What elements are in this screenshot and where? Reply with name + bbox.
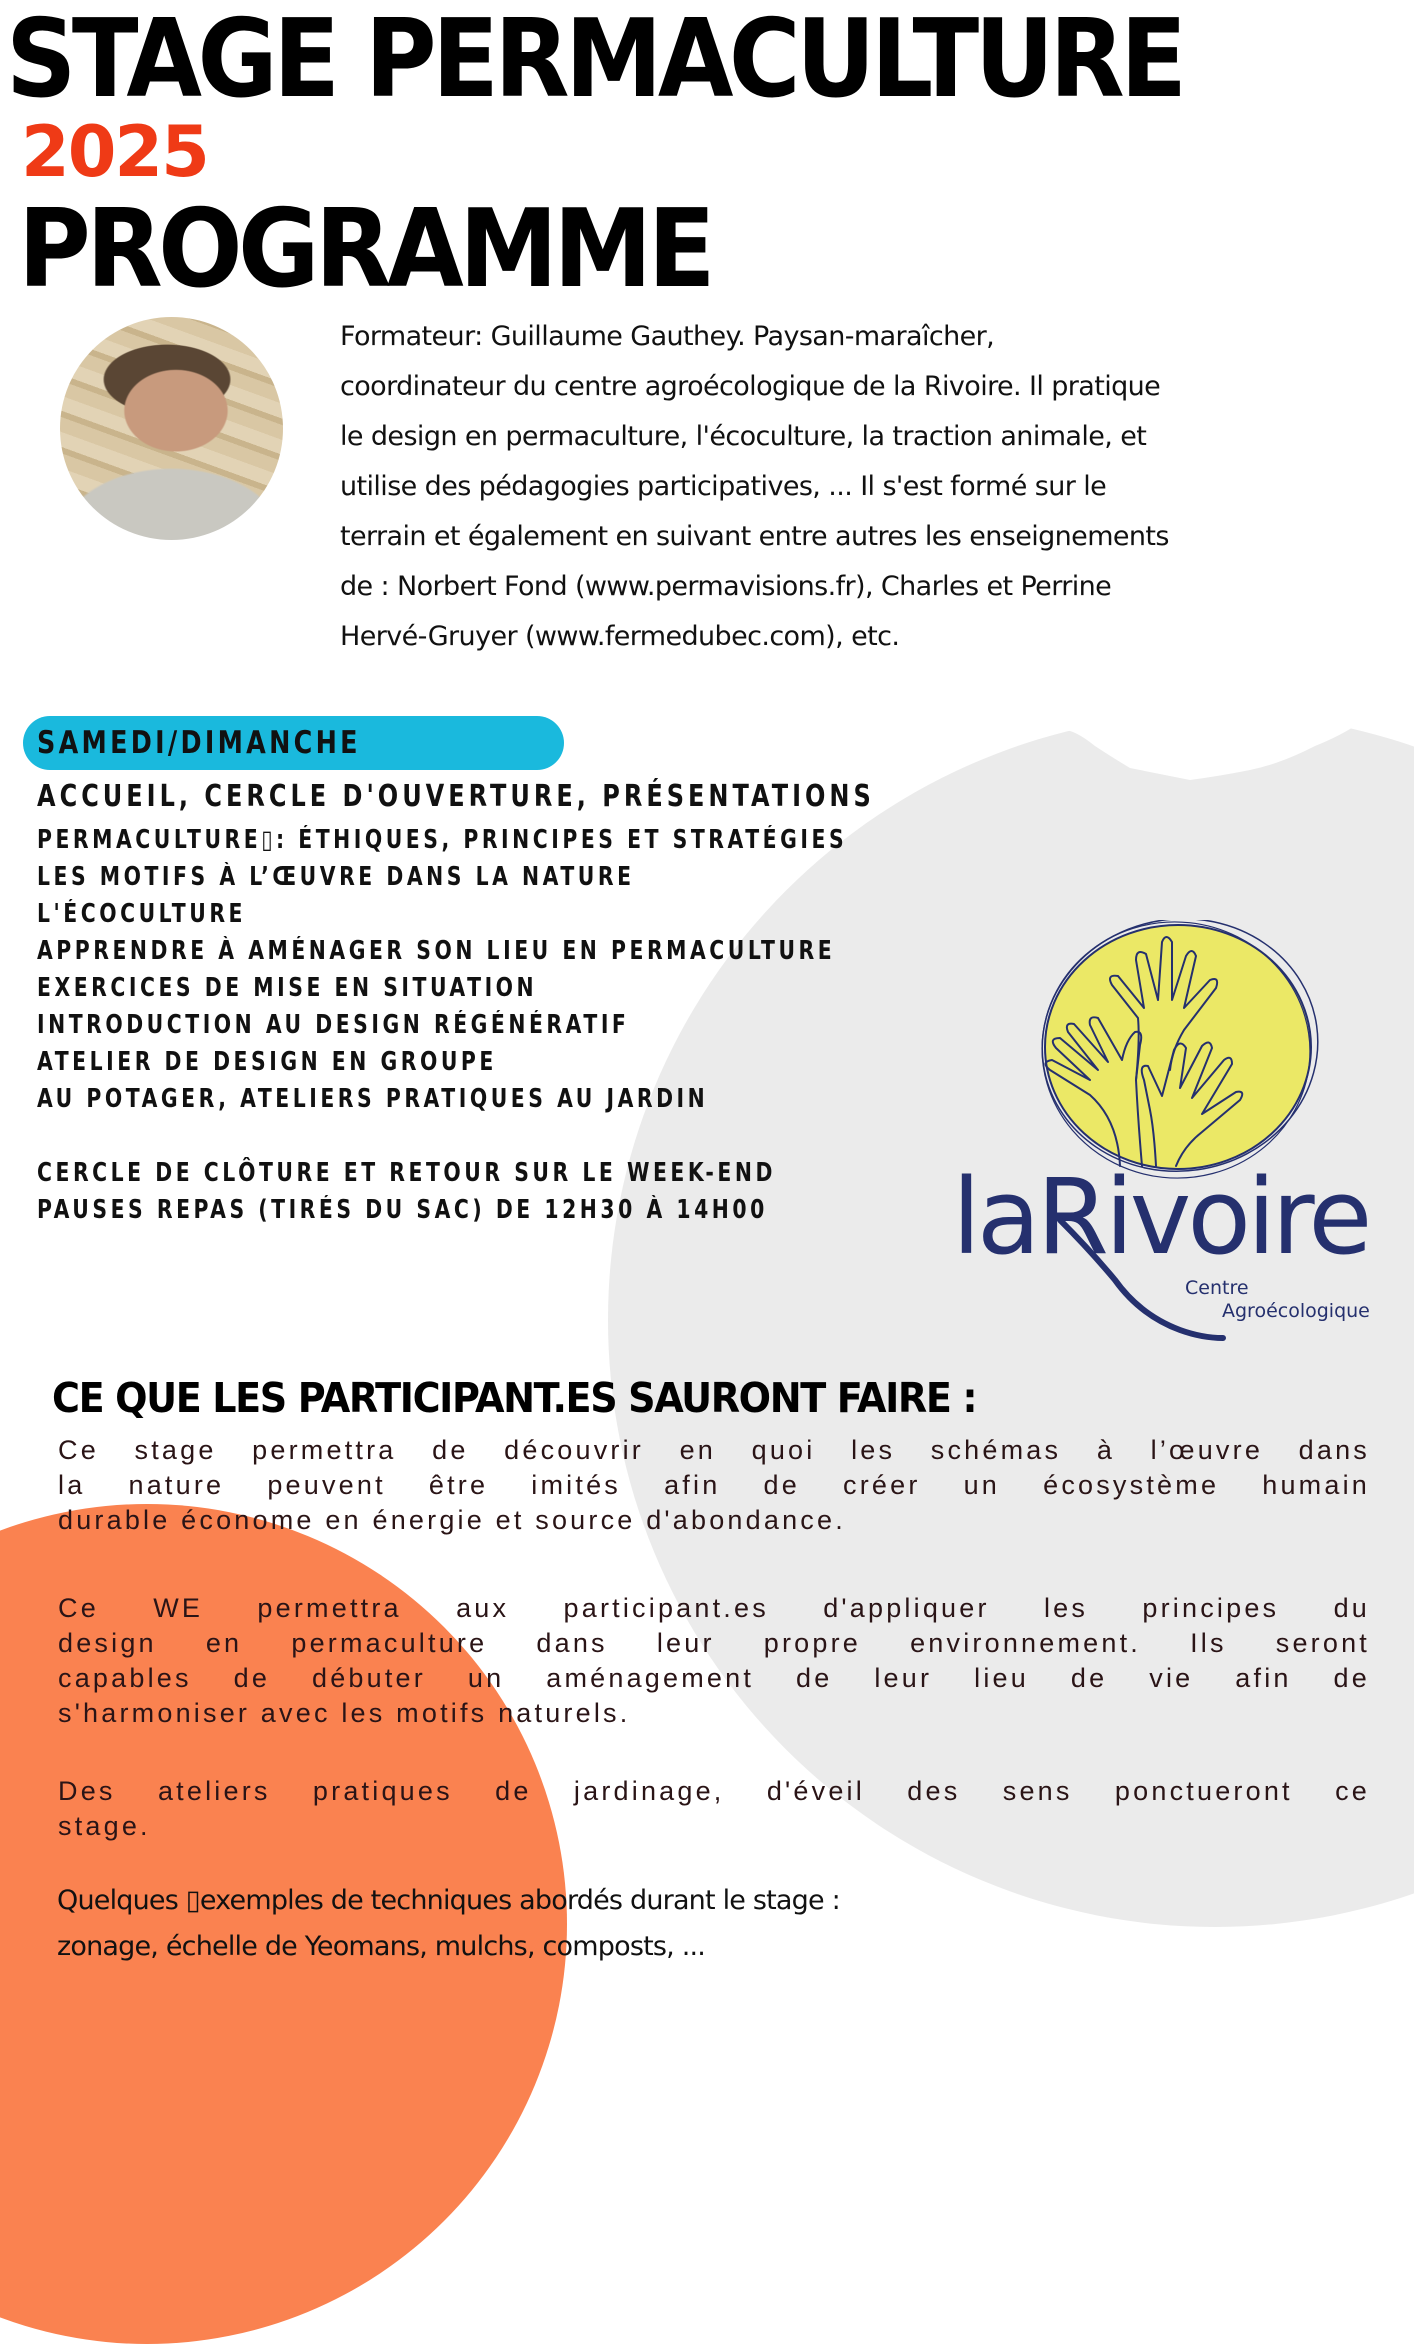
- bio-line: utilise des pédagogies participatives, ... Il s'est formé sur le: [340, 471, 1107, 502]
- program-item: PERMACULTURE▯: ÉTHIQUES, PRINCIPES ET STRATÉGIES: [37, 825, 848, 855]
- bio-line: coordinateur du centre agroécologique de la Rivoire. Il pratique: [340, 371, 1161, 402]
- logo-tagline-centre: Centre: [1185, 1277, 1249, 1299]
- trainer-bio: [340, 312, 1400, 662]
- logo-wordmark: laRivoire: [952, 1156, 1369, 1278]
- bio-line: de : Norbert Fond (www.permavisions.fr), Charles et Perrine: [340, 571, 1112, 602]
- program-item: AU POTAGER, ATELIERS PRATIQUES AU JARDIN: [37, 1084, 709, 1114]
- bio-line: le design en permaculture, l'écoculture, la traction animale, et: [340, 421, 1147, 452]
- trainer-photo: [60, 317, 283, 540]
- program-item-closing: CERCLE DE CLÔTURE ET RETOUR SUR LE WEEK-END: [37, 1158, 776, 1188]
- day-badge-label: SAMEDI/DIMANCHE: [37, 725, 361, 761]
- program-item-meals: PAUSES REPAS (TIRÉS DU SAC) DE 12H30 À 14H00: [37, 1195, 768, 1225]
- programme-heading: PROGRAMME: [18, 187, 711, 312]
- outcomes-paragraph-3: [58, 1774, 1370, 1844]
- examples-intro: Quelques ▯exemples de techniques abordés durant le stage :: [57, 1885, 840, 1916]
- year-label: 2025: [21, 111, 208, 193]
- hands-circle-icon: [1026, 920, 1334, 1191]
- paragraph-line: stage.: [58, 1811, 151, 1841]
- day-badge: [23, 716, 564, 770]
- logo-tagline-agroecologique: Agroécologique: [1222, 1300, 1370, 1322]
- paragraph-line: Ce WE permettra aux participant.es d'appliquer les principes du: [58, 1593, 1370, 1623]
- bio-line: Formateur: Guillaume Gauthey. Paysan-maraîcher,: [340, 321, 995, 352]
- program-item: EXERCICES DE MISE EN SITUATION: [37, 973, 538, 1003]
- program-item: INTRODUCTION AU DESIGN RÉGÉNÉRATIF: [37, 1010, 630, 1040]
- program-item: LES MOTIFS À L’ŒUVRE DANS LA NATURE: [37, 862, 635, 892]
- paragraph-line: design en permaculture dans leur propre environnement. Ils seront: [58, 1628, 1370, 1658]
- paragraph-line: Ce stage permettra de découvrir en quoi les schémas à l’œuvre dans: [58, 1435, 1370, 1465]
- page-title: STAGE PERMACULTURE: [6, 0, 1183, 122]
- outcomes-heading: CE QUE LES PARTICIPANT.ES SAURONT FAIRE :: [52, 1374, 977, 1422]
- program-item-welcome: ACCUEIL, CERCLE D'OUVERTURE, PRÉSENTATIONS: [37, 779, 875, 814]
- bio-line: terrain et également en suivant entre autres les enseignements: [340, 521, 1169, 552]
- techniques-examples: [57, 1878, 1057, 1970]
- paragraph-line: la nature peuvent être imités afin de créer un écosystème humain: [58, 1470, 1370, 1500]
- outcomes-paragraph-1: [58, 1433, 1370, 1538]
- bio-line: Hervé-Gruyer (www.fermedubec.com), etc.: [340, 621, 900, 652]
- outcomes-paragraph-2: [58, 1591, 1370, 1731]
- paragraph-line: s'harmoniser avec les motifs naturels.: [58, 1698, 631, 1728]
- decorative-wave-shape: [1040, 706, 1410, 816]
- program-item: L'ÉCOCULTURE: [37, 899, 247, 929]
- paragraph-line: capables de débuter un aménagement de leur lieu de vie afin de: [58, 1663, 1370, 1693]
- paragraph-line: Des ateliers pratiques de jardinage, d'éveil des sens ponctueront ce: [58, 1776, 1370, 1806]
- examples-list: zonage, échelle de Yeomans, mulchs, composts, ...: [57, 1931, 706, 1962]
- program-item: ATELIER DE DESIGN EN GROUPE: [37, 1047, 497, 1077]
- program-item: APPRENDRE À AMÉNAGER SON LIEU EN PERMACULTURE: [37, 936, 836, 966]
- la-rivoire-logo: [940, 920, 1380, 1350]
- paragraph-line: durable économe en énergie et source d'abondance.: [58, 1505, 846, 1535]
